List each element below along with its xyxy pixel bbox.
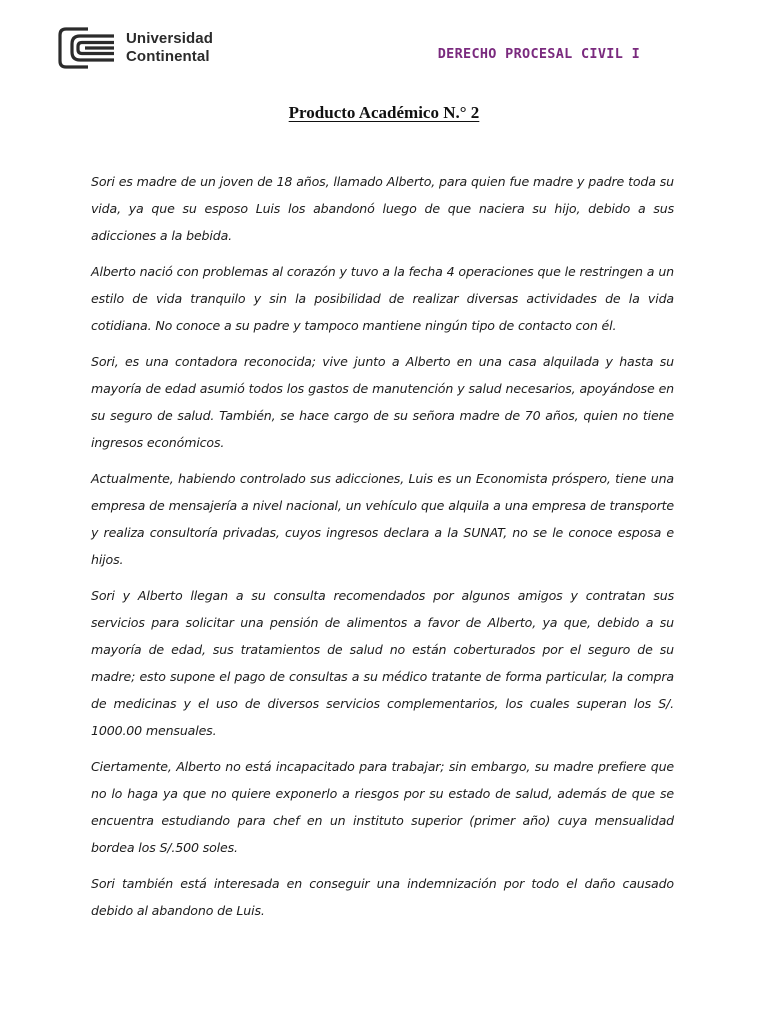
paragraph: Alberto nació con problemas al corazón y tuvo a la fecha 4 operaciones que le restringen a un estilo de vida tranquilo y sin la posibilidad de realizar diversas actividades de la vida cotidiana. No conoce a su padre y tampoco mantiene ningún tipo de contacto con él.	[91, 264, 674, 333]
paragraph: Sori, es una contadora reconocida; vive junto a Alberto en una casa alquilada y hasta su mayoría de edad asumió todos los gastos de manutención y salud necesarios, apoyándose en su seguro de salud. También, se hace cargo de su señora madre de 70 años, quien no tiene ingresos económicos.	[91, 354, 674, 450]
document-body	[91, 168, 674, 933]
page-header	[0, 0, 768, 80]
paragraph: Sori es madre de un joven de 18 años, llamado Alberto, para quien fue madre y padre toda su vida, ya que su esposo Luis los abandonó luego de que naciera su hijo, debido a sus adicciones a la bebida.	[91, 174, 674, 243]
university-logo	[58, 27, 218, 69]
document-title	[0, 103, 768, 123]
logo-line-1: Universidad	[126, 30, 213, 47]
university-logo-icon	[58, 27, 116, 69]
logo-text	[126, 30, 213, 66]
document-title-text: Producto Académico N.° 2	[288, 103, 480, 122]
logo-line-2: Continental	[126, 48, 210, 65]
course-name: DERECHO PROCESAL CIVIL I	[437, 46, 640, 62]
paragraph: Ciertamente, Alberto no está incapacitado para trabajar; sin embargo, su madre prefiere que no lo haga ya que no quiere exponerlo a riesgos por su estado de salud, además de que se encuentra estudiando para chef en un instituto superior (primer año) cuya mensualidad bordea los S/.500 soles.	[91, 759, 674, 855]
paragraph: Actualmente, habiendo controlado sus adicciones, Luis es un Economista próspero, tiene una empresa de mensajería a nivel nacional, un vehículo que alquila a una empresa de transporte y realiza consultoría privadas, cuyos ingresos declara a la SUNAT, no se le conoce esposa e hijos.	[91, 471, 674, 567]
paragraph: Sori también está interesada en conseguir una indemnización por todo el daño causado debido al abandono de Luis.	[91, 876, 674, 918]
paragraph: Sori y Alberto llegan a su consulta recomendados por algunos amigos y contratan sus servicios para solicitar una pensión de alimentos a favor de Alberto, ya que, debido a su mayoría de edad, sus tratamientos de salud no están coberturados por el seguro de su madre; esto supone el pago de consultas a su médico tratante de forma particular, la compra de medicinas y el uso de diversos servicios complementarios, los cuales superan los S/. 1000.00 mensuales.	[91, 588, 674, 738]
